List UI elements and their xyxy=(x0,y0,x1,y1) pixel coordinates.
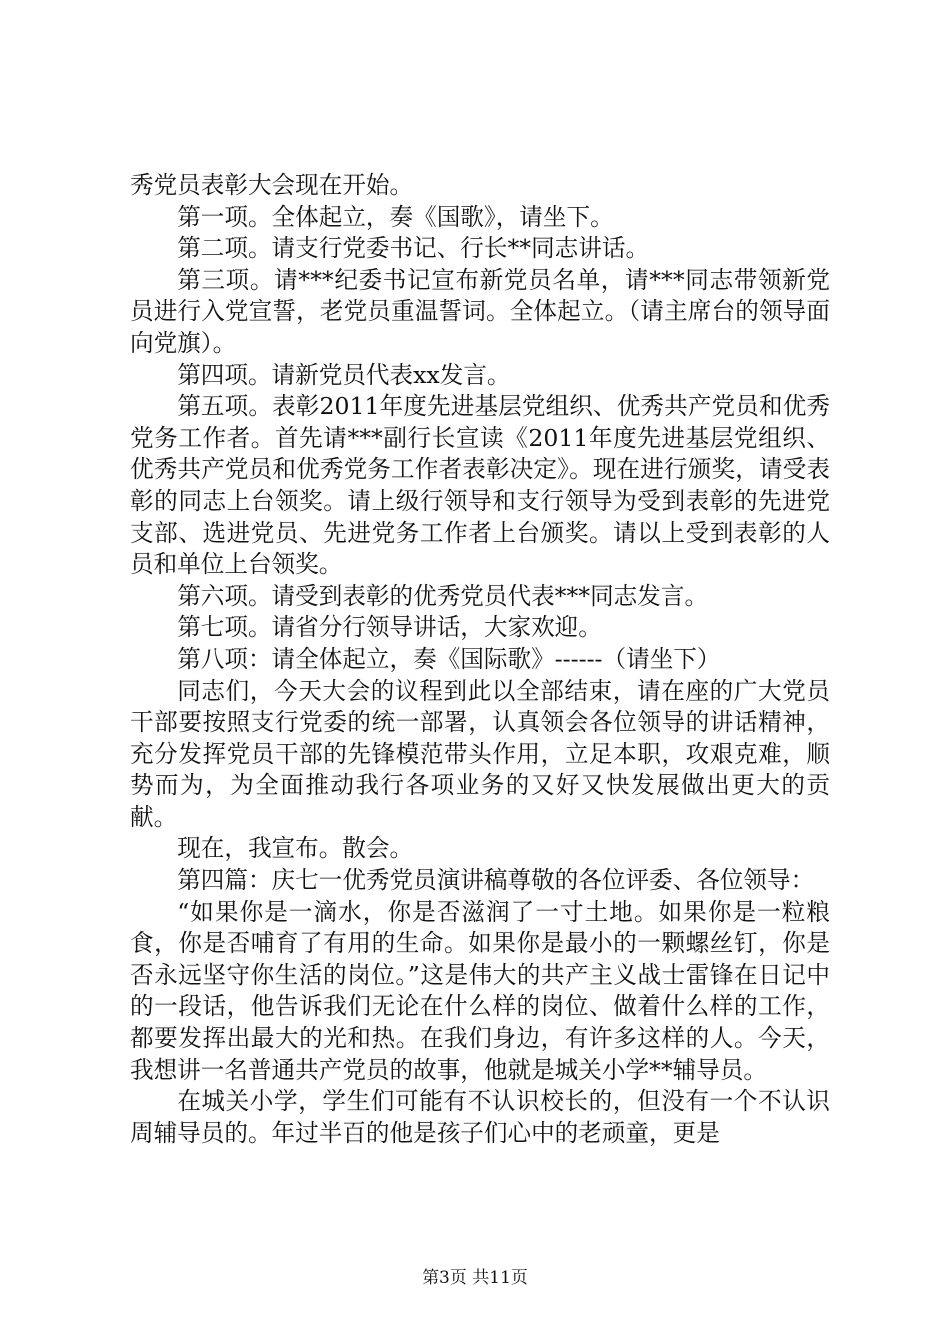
paragraph: 第七项。请省分行领导讲话，大家欢迎。 xyxy=(177,613,602,642)
paragraph: 第二项。请支行党委书记、行长**同志讲话。 xyxy=(177,234,650,263)
paragraph: 第四项。请新党员代表xx发言。 xyxy=(177,360,511,389)
page-footer: 第3页 共11页 xyxy=(422,1268,528,1288)
paragraph: 第六项。请受到表彰的优秀党员代表***同志发言。 xyxy=(177,581,709,610)
paragraph: 秀党员表彰大会现在开始。 xyxy=(130,171,414,199)
paragraph: 同志们，今天大会的议程到此以全部结束，请在座的广大党员干部要按照支行党委的统一部署，认真领会各位领导的讲话精神，充分发挥党员干部的先锋模范带头作用，立足本职，攻艰克难，顺势而为，为全面推动我行各项业务的又好又快发展做出更大的贡献。 xyxy=(130,676,830,831)
document-body xyxy=(130,170,830,1149)
paragraph: “如果你是一滴水，你是否滋润了一寸土地。如果你是一粒粮食，你是否哺育了有用的生命。如果你是最小的一颗螺丝钉，你是否永远坚守你生活的岗位。”这是伟大的共产主义战士雷锋在日记中的一段话，他告诉我们无论在什么样的岗位、做着什么样的工作，都要发挥出最大的光和热。在我们身边，有许多这样的人。今天，我想讲一名普通共产党员的故事，他就是城关小学**辅导员。 xyxy=(130,897,830,1084)
paragraph: 第八项：请全体起立，奏《国际歌》------（请坐下） xyxy=(177,644,721,673)
paragraph: 第四篇：庆七一优秀党员演讲稿尊敬的各位评委、各位领导： xyxy=(177,866,815,895)
paragraph: 现在，我宣布。散会。 xyxy=(177,834,414,863)
paragraph: 第五项。表彰2011年度先进基层党组织、优秀共产党员和优秀党务工作者。首先请***副行长宣读《2011年度先进基层党组织、优秀共产党员和优秀党务工作者表彰决定》。现在进行颁奖，请受表彰的同志上台领奖。请上级行领导和支行领导为受到表彰的先进党支部、选进党员、先进党务工作者上台颁奖。请以上受到表彰的人员和单位上台领奖。 xyxy=(130,392,830,579)
paragraph: 第三项。请***纪委书记宣布新党员名单，请***同志带领新党员进行入党宣誓，老党员重温誓词。全体起立。（请主席台的领导面向党旗）。 xyxy=(130,265,830,357)
paragraph: 在城关小学，学生们可能有不认识校长的，但没有一个不认识周辅导员的。年过半百的他是孩子们心中的老顽童，更是 xyxy=(130,1087,830,1147)
paragraph: 第一项。全体起立，奏《国歌》，请坐下。 xyxy=(177,202,614,231)
